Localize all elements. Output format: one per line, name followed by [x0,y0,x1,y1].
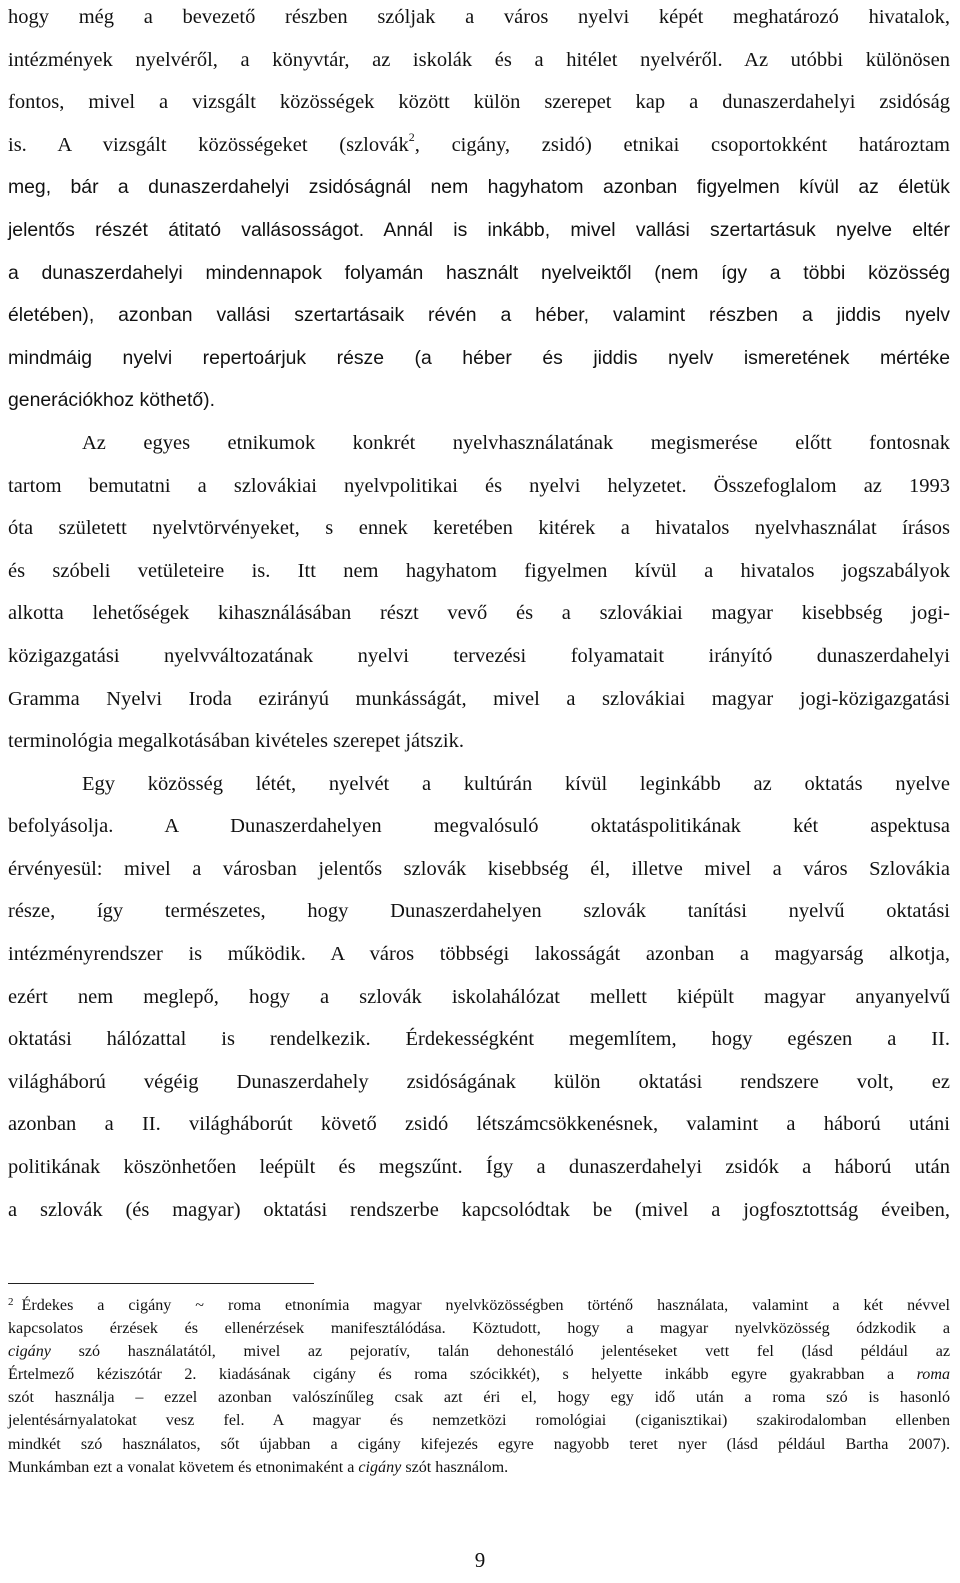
italic-term: cigány [8,1343,51,1361]
footnote-text: Értelmező kéziszótár 2. kiadásának cigány és roma szócikkét), s helyette inkább egyre gyakrabban a [8,1366,895,1384]
body-line: Egy közösség létét, nyelvét a kultúrán kívül leginkább az oktatás nyelve [82,772,950,795]
body-line: része, így természetes, hogy Dunaszerdahelyen szlovák tanítási nyelvű oktatási [8,900,950,923]
footnote-text: Munkámban ezt a vonalat követem és etnonimaként a [8,1458,355,1476]
footnote-line: mindkét szó használatos, sőt újabban a cigány kifejezés egyre nagyobb teret nyer (lásd például Bartha 2007). [8,1435,950,1453]
body-line: befolyásolja. A Dunaszerdahelyen megvalósuló oktatáspolitikának két aspektusa [8,815,950,838]
footnote-line: szót használja – ezzel azonban valószínűleg csak azt éri el, hogy egy idő után a roma szó is hasonló [8,1389,950,1407]
body-line: fontos, mivel a vizsgált közösségek között külön szerepet kap a dunaszerdahelyi zsidóság [8,91,950,114]
body-text-fragment: Annál is inkább, mivel vallási szertartásuk nyelve eltér [364,218,950,241]
footnote-line [8,1294,950,1317]
body-line [8,550,950,593]
body-line: intézmények nyelvéről, a könyvtár, az iskolák és a hitélet nyelvéről. Az utóbbi különösen [8,48,950,71]
body-text-fragment: Itt nem hagyhatom figyelmen kívül a hivatalos jogszabályok [270,559,950,582]
footnote-line: jelentésárnyalatokat vesz fel. A magyar és nemzetközi romológiai (ciganisztikai) szakirodalomban ellenben [8,1412,950,1430]
body-text-fragment: és szóbeli vetületeire is. [8,559,271,582]
footnote-text: szót használom. [405,1458,509,1476]
body-line: meg, bár a dunaszerdahelyi zsidóságnál nem hagyhatom azonban figyelmen kívül az életük [8,176,950,199]
body-line: mindmáig nyelvi repertoárjuk része (a héber és jiddis nyelv ismeretének mértéke [8,346,950,369]
footnote-line [8,1340,950,1363]
footnote-reference: 2 [408,129,415,144]
body-text-fragment: is. A vizsgált közösségeket (szlovák [8,133,409,156]
body-line: a szlovák (és magyar) oktatási rendszerbe kapcsolódtak be (mivel a jogfosztottság éveiben, [8,1198,950,1221]
body-line: azonban a II. világháborút követő zsidó létszámcsökkenésnek, valamint a háború utáni [8,1113,950,1136]
body-line: Az egyes etnikumok konkrét nyelvhasználatának megismerése előtt fontosnak [82,431,950,454]
body-line: alkotta lehetőségek kihasználásában részt vevő és a szlovákiai magyar kisebbség jogi- [8,602,950,625]
body-text [8,0,950,1231]
body-text-fragment: , cigány, zsidó) etnikai csoportokként határoztam [414,133,950,156]
body-line: tartom bemutatni a szlovákiai nyelvpolitikai és nyelvi helyzetet. Összefoglalom az 1993 [8,474,950,497]
body-line: életében), azonban vallási szertartásaik révén a héber, valamint részben a jiddis nyelv [8,304,950,327]
body-text-fragment: jelentős részét átitató vallásosságot. [8,218,365,241]
body-line [8,124,950,167]
page-number: 9 [474,1548,486,1572]
footnote-text: Érdekes a cigány ~ roma etnonímia magyar nyelvközösségben történő használata, valamint a két névvel [21,1297,950,1314]
italic-term: cigány [358,1458,402,1476]
body-line: oktatási hálózattal is rendelkezik. Érdekességként megemlítem, hogy egészen a II. [8,1028,950,1051]
body-line: óta született nyelvtörvényeket, s ennek keretében kitérek a hivatalos nyelvhasználat írásos [8,517,950,540]
body-line: világháború végéig Dunaszerdahely zsidóságának külön oktatási rendszere volt, ez [8,1070,950,1093]
footnote-text: szó használatától, mivel az pejoratív, talán dehonestáló jelentéseket vett fel (lásd például az [78,1343,950,1361]
body-line: érvényesül: mivel a városban jelentős szlovák kisebbség él, illetve mivel a város Szlovákia [8,857,950,880]
body-line [8,209,950,252]
body-line: közigazgatási nyelvváltozatának nyelvi tervezési folyamatait irányító dunaszerdahelyi [8,644,950,667]
body-line: ezért nem meglepő, hogy a szlovák iskolahálózat mellett kiépült magyar anyanyelvű [8,985,950,1008]
body-line: generációkhoz köthető). [8,389,215,412]
body-line: politikának köszönhetően leépült és megszűnt. Így a dunaszerdahelyi zsidók a háború után [8,1156,950,1179]
body-line: terminológia megalkotásában kivételes szerepet játszik. [8,730,464,753]
body-line: hogy még a bevezető részben szóljak a város nyelvi képét meghatározó hivatalok, [8,6,950,28]
footnote-number: 2 [8,1296,14,1308]
body-line: a dunaszerdahelyi mindennapok folyamán használt nyelveiktől (nem így a többi közösség [8,261,950,284]
body-line: intézményrendszer is működik. A város többségi lakosságát azonban a magyarság alkotja, [8,943,950,966]
italic-term: roma [916,1366,950,1384]
footnote [8,1294,950,1479]
footnote-line: kapcsolatos érzések és ellenérzések manifesztálódása. Köztudott, hogy a magyar nyelvközösség ódzkodik a [8,1320,950,1338]
body-line: Gramma Nyelvi Iroda ezirányú munkásságát, mivel a szlovákiai magyar jogi-közigazgatási [8,687,950,710]
footnote-line [8,1456,950,1479]
footnote-line [8,1363,950,1386]
footnote-separator [8,1283,314,1284]
